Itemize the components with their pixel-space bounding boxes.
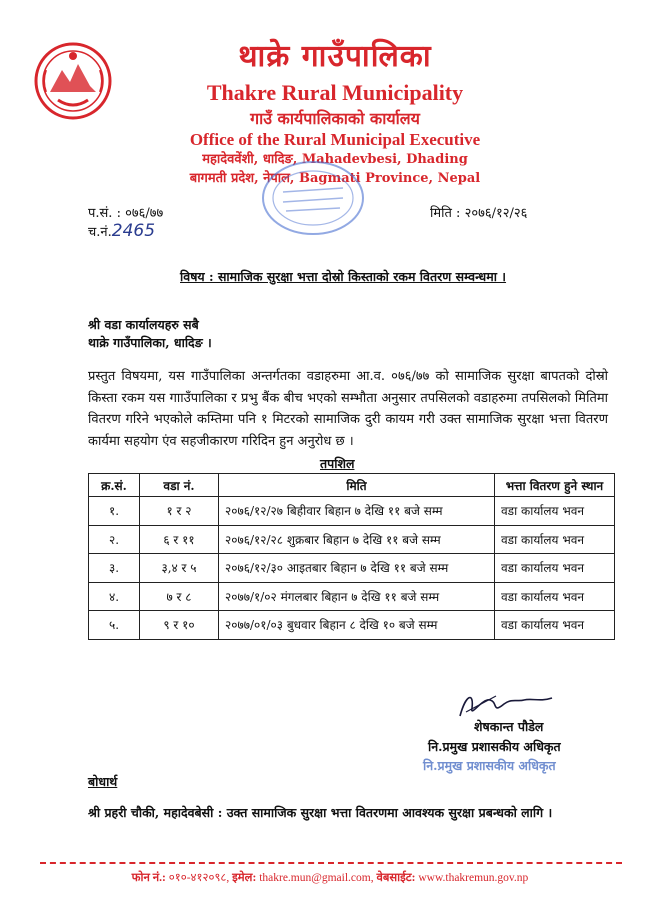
footer-contact bbox=[40, 870, 620, 885]
email-label: इमेल: bbox=[232, 872, 257, 884]
letter-subject: विषय : सामाजिक सुरक्षा भत्ता दोस्रो किस्ताको रकम वितरण सम्वन्धमा । bbox=[180, 269, 507, 284]
letter-date: मिति : २०७६/१२/२६ bbox=[430, 206, 528, 221]
signer-name: शेषकान्त पौडेल bbox=[474, 719, 544, 734]
table-cell: २०७६/१२/३० आइतबार बिहान ७ देखि ११ बजे सम्म bbox=[219, 554, 495, 583]
table-cell: ५. bbox=[89, 611, 140, 640]
website-label: वेबसाईट: bbox=[376, 872, 416, 884]
address-line-1: महादेववेंशी, धादिङ, Mahadevbesi, Dhading bbox=[202, 152, 468, 167]
website-url: www.thakremun.gov.np bbox=[418, 872, 529, 884]
table-row bbox=[89, 525, 615, 554]
table-cell: १ र २ bbox=[140, 497, 219, 526]
column-header: वडा नं. bbox=[140, 474, 219, 497]
table-cell: ३. bbox=[89, 554, 140, 583]
table-row bbox=[89, 582, 615, 611]
address-line-2: बागमती प्रदेश, नेपाल, Bagmati Province, Nepal bbox=[189, 171, 481, 186]
office-stamp-icon bbox=[258, 158, 368, 238]
footer-divider bbox=[40, 862, 622, 864]
table-cell: वडा कार्यालय भवन bbox=[495, 554, 615, 583]
recipient-line-1: श्री वडा कार्यालयहरु सबै bbox=[88, 317, 199, 332]
dispatch-handwritten-number: 2465 bbox=[111, 221, 156, 241]
table-cell: ९ र १० bbox=[140, 611, 219, 640]
cc-heading: बोधार्थ bbox=[88, 774, 118, 789]
signature-seal: नि.प्रमुख प्रशासकीय अधिकृत bbox=[423, 758, 556, 773]
table-cell: ७ र ८ bbox=[140, 582, 219, 611]
municipality-title-english: Thakre Rural Municipality bbox=[206, 80, 464, 105]
table-row bbox=[89, 497, 615, 526]
table-cell: वडा कार्यालय भवन bbox=[495, 611, 615, 640]
table-cell: २०७६/१२/२७ बिहीवार बिहान ७ देखि ११ बजे सम्म bbox=[219, 497, 495, 526]
distribution-schedule-table bbox=[88, 473, 615, 640]
table-cell: २०७७/१/०२ मंगलबार बिहान ७ देखि ११ बजे सम्म bbox=[219, 582, 495, 611]
dispatch-number bbox=[88, 221, 155, 241]
phone-number: ०१०-४१२०९८, bbox=[168, 872, 230, 884]
table-cell: वडा कार्यालय भवन bbox=[495, 525, 615, 554]
column-header: क्र.सं. bbox=[89, 474, 140, 497]
table-cell: २०७६/१२/२८ शुक्रबार बिहान ७ देखि ११ बजे सम्म bbox=[219, 525, 495, 554]
table-cell: १. bbox=[89, 497, 140, 526]
table-row bbox=[89, 611, 615, 640]
table-cell: वडा कार्यालय भवन bbox=[495, 497, 615, 526]
table-cell: ३,४ र ५ bbox=[140, 554, 219, 583]
office-title-nepali: गाउँ कार्यपालिकाको कार्यालय bbox=[250, 109, 420, 128]
table-caption: तपशिल bbox=[320, 456, 355, 471]
column-header: मिति bbox=[219, 474, 495, 497]
table-cell: ६ र ११ bbox=[140, 525, 219, 554]
table-row bbox=[89, 554, 615, 583]
nepal-emblem-icon bbox=[32, 40, 114, 122]
recipient-line-2: थाक्रे गाउँपालिका, धादिङ । bbox=[88, 335, 212, 350]
letter-body: प्रस्तुत विषयमा, यस गाउँपालिका अन्तर्गतका वडाहरुमा आ.व. ०७६/७७ को सामाजिक सुरक्षा बापतको दोस्रो किस्ता रकम यस गााउँपालिका र प्रभु बैंक बीच भएको सम्भौता अनुसार तपसिलको वडाहरुमा तपसिलको मितिमा वितरण गरिने भएकोले कम्तिमा पनि १ मिटरको सामाजिक दुरी कायम गरी उक्त सामाजिक सुरक्षा भत्ता वितरण कार्यमा सहयोग एंव सहजीकारण गरिदिन हुन अनुरोध छ । bbox=[88, 369, 608, 449]
column-header: भत्ता वितरण हुने स्थान bbox=[495, 474, 615, 497]
table-cell: ४. bbox=[89, 582, 140, 611]
office-title-english: Office of the Rural Municipal Executive bbox=[189, 130, 481, 149]
reference-number: प.सं. : ०७६/७७ bbox=[88, 206, 164, 221]
email-address: thakre.mun@gmail.com, bbox=[259, 872, 374, 884]
table-header-row bbox=[89, 474, 615, 497]
phone-label: फोन नं.: bbox=[131, 872, 166, 884]
table-cell: २. bbox=[89, 525, 140, 554]
table-cell: २०७७/०१/०३ बुधवार बिहान ८ देखि १० बजे सम्म bbox=[219, 611, 495, 640]
signer-title: नि.प्रमुख प्रशासकीय अधिकृत bbox=[428, 739, 561, 754]
municipality-title-nepali: थाक्रे गाउँपालिका bbox=[238, 39, 432, 74]
cc-recipient-line: श्री प्रहरी चौकी, महादेवबेसी : उक्त सामाजिक सुरक्षा भत्ता वितरणमा आवश्यक सुरक्षा प्रबन्धको लागि । bbox=[88, 805, 553, 820]
table-cell: वडा कार्यालय भवन bbox=[495, 582, 615, 611]
dispatch-label: च.नं. bbox=[88, 225, 112, 240]
